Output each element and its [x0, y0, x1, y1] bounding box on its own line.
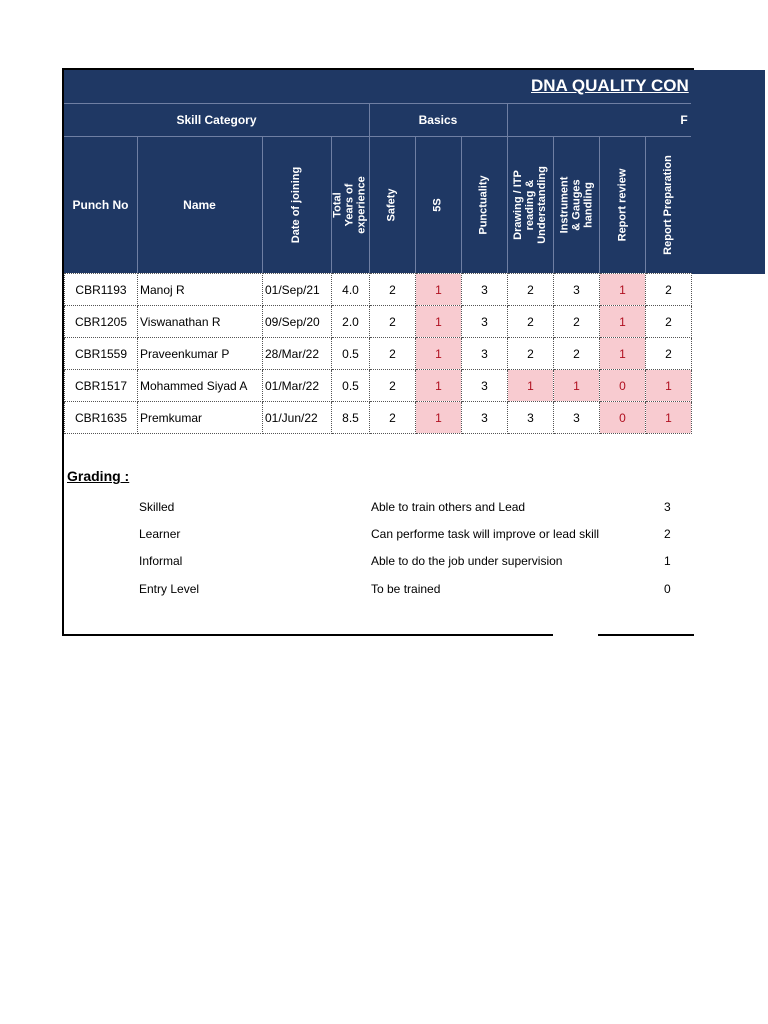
- name-cell: Viswanathan R: [138, 306, 263, 338]
- report-prep-cell: 2: [646, 274, 692, 306]
- punctuality-cell: 3: [462, 402, 508, 434]
- punch-no-cell: CBR1517: [65, 370, 138, 402]
- drawing-cell: 2: [508, 306, 554, 338]
- name-cell: Manoj R: [138, 274, 263, 306]
- drawing-cell: 3: [508, 402, 554, 434]
- grading-description: Can performe task will improve or lead skill: [371, 527, 600, 541]
- exp-cell: 0.5: [332, 338, 370, 370]
- punctuality-cell: 3: [462, 306, 508, 338]
- table-row: [65, 370, 692, 402]
- grading-description: Able to do the job under supervision: [371, 554, 563, 568]
- grading-description: Able to train others and Lead: [371, 500, 526, 514]
- col-5s: 5S: [432, 197, 444, 212]
- punctuality-cell: 3: [462, 338, 508, 370]
- col-name: Name: [183, 197, 216, 212]
- grading-description: To be trained: [371, 582, 441, 596]
- safety-cell: 2: [370, 306, 416, 338]
- col-total-experience: Total Years of experience: [332, 175, 368, 234]
- page-title: DNA QUALITY CON: [531, 76, 689, 95]
- report-prep-cell: 2: [646, 338, 692, 370]
- grading-label: Entry Level: [139, 582, 200, 596]
- grading-score: 1: [664, 554, 671, 568]
- punctuality-cell: 3: [462, 274, 508, 306]
- punch-no-cell: CBR1205: [65, 306, 138, 338]
- exp-cell: 0.5: [332, 370, 370, 402]
- instrument-cell: 2: [554, 338, 600, 370]
- name-cell: Premkumar: [138, 402, 263, 434]
- 5s-cell: 1: [416, 402, 462, 434]
- report-review-cell: 1: [600, 306, 646, 338]
- table-row: [65, 402, 692, 434]
- next-group-header: F: [680, 112, 688, 127]
- grading-label: Skilled: [139, 500, 175, 514]
- grading-label: Learner: [139, 527, 181, 541]
- grading-score: 2: [664, 527, 671, 541]
- col-report-review: Report review: [616, 168, 628, 241]
- safety-cell: 2: [370, 274, 416, 306]
- doj-cell: 28/Mar/22: [263, 338, 332, 370]
- exp-cell: 2.0: [332, 306, 370, 338]
- safety-cell: 2: [370, 402, 416, 434]
- safety-cell: 2: [370, 338, 416, 370]
- drawing-cell: 1: [508, 370, 554, 402]
- grading-label: Informal: [139, 554, 183, 568]
- col-safety: Safety: [386, 187, 398, 222]
- drawing-cell: 2: [508, 338, 554, 370]
- punctuality-cell: 3: [462, 370, 508, 402]
- instrument-cell: 3: [554, 274, 600, 306]
- report-review-cell: 0: [600, 402, 646, 434]
- header-extension: [691, 70, 765, 274]
- report-review-cell: 1: [600, 274, 646, 306]
- grading-score: 3: [664, 500, 671, 514]
- 5s-cell: 1: [416, 370, 462, 402]
- table-row: [65, 274, 692, 306]
- col-drawing-itp: Drawing / ITP reading & Understanding: [512, 165, 549, 244]
- instrument-cell: 1: [554, 370, 600, 402]
- doj-cell: 01/Jun/22: [263, 402, 332, 434]
- col-punch-no: Punch No: [72, 197, 129, 212]
- col-punctuality: Punctuality: [478, 174, 491, 235]
- punch-no-cell: CBR1193: [65, 274, 138, 306]
- doj-cell: 01/Mar/22: [263, 370, 332, 402]
- doj-cell: 01/Sep/21: [263, 274, 332, 306]
- safety-cell: 2: [370, 370, 416, 402]
- grading-title: Grading :: [67, 468, 130, 484]
- report-prep-cell: 1: [646, 370, 692, 402]
- exp-cell: 4.0: [332, 274, 370, 306]
- name-cell: Praveenkumar P: [138, 338, 263, 370]
- report-review-cell: 0: [600, 370, 646, 402]
- table-row: [65, 306, 692, 338]
- 5s-cell: 1: [416, 306, 462, 338]
- report-review-cell: 1: [600, 338, 646, 370]
- 5s-cell: 1: [416, 338, 462, 370]
- skill-category-header: Skill Category: [176, 112, 257, 127]
- grading-score: 0: [664, 582, 671, 596]
- instrument-cell: 2: [554, 306, 600, 338]
- basics-header: Basics: [418, 112, 458, 127]
- instrument-cell: 3: [554, 402, 600, 434]
- col-date-of-joining: Date of joining: [290, 166, 303, 243]
- exp-cell: 8.5: [332, 402, 370, 434]
- skill-matrix-table: [64, 273, 692, 434]
- drawing-cell: 2: [508, 274, 554, 306]
- col-report-preparation: Report Preparation: [662, 154, 675, 255]
- table-row: [65, 338, 692, 370]
- 5s-cell: 1: [416, 274, 462, 306]
- punch-no-cell: CBR1559: [65, 338, 138, 370]
- report-prep-cell: 2: [646, 306, 692, 338]
- punch-no-cell: CBR1635: [65, 402, 138, 434]
- doj-cell: 09/Sep/20: [263, 306, 332, 338]
- col-instrument-gauges: Instrument & Gauges handling: [558, 176, 594, 233]
- report-prep-cell: 1: [646, 402, 692, 434]
- name-cell: Mohammed Siyad A: [138, 370, 263, 402]
